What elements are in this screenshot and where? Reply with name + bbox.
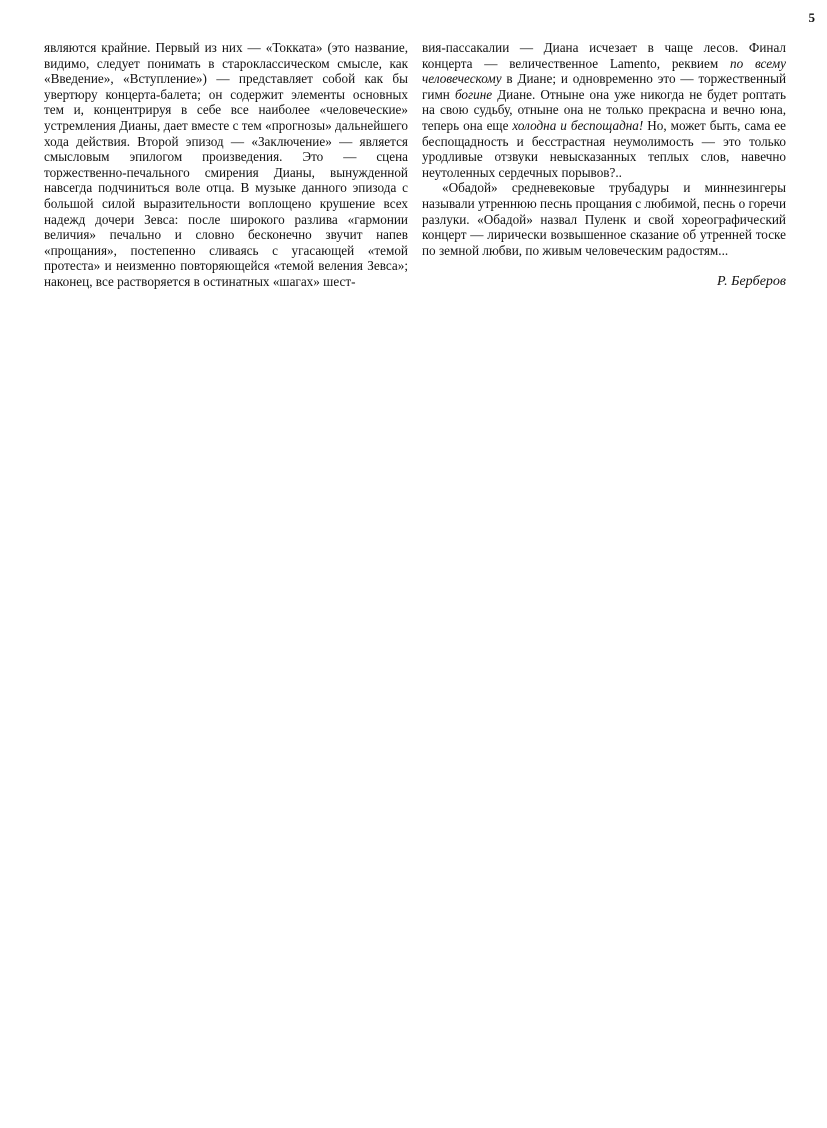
right-paragraph-2: «Обадой» средневековые трубадуры и миннезингеры называли утреннюю песнь прощания с любимой, песнь о горечи разлуки. «Обадой» назвал Пуленк и свой хореографический концерт — лирически возвышенное сказание об утренней тоске по земной любви, по живым человеческим радостям... [422, 180, 786, 258]
text-run: в Диане; и одновременно это — торжественный гимн [422, 71, 786, 102]
right-column [422, 40, 786, 290]
page-number: 5 [808, 10, 815, 25]
emphasis-text: богине [454, 86, 493, 102]
right-paragraph-1 [422, 40, 786, 180]
left-column [44, 40, 408, 290]
left-paragraph: являются крайние. Первый из них — «Токката» (это название, видимо, следует понимать в староклассическом смысле, как «Введение», «Вступление») — представляет собой как бы увертюру концерта-балета; он содержит элементы основных тем и, концентрируя в себе все наиболее «человеческие» устремления Дианы, дает вместе с тем «прогнозы» дальнейшего хода действия. Второй эпизод — «Заключение» — является смысловым эпилогом произведения. Это — сцена торжественно-печального смирения Дианы, вынужденной навсегда подчиниться воле отца. В музыке данного эпизода с большой силой выразительности воплощено крушение всех надежд дочери Зевса: после широкого разлива «гармонии величия» печально и словно бесконечно звучит напев «прощания», постепенно сливаясь с угасающей «темой протеста» и неизменно повторяющейся «темой веления Зевса»; наконец, все растворяется в остинатных «шагах» шест- [44, 40, 408, 289]
text-run: вия-пассакалии — Диана исчезает в чаще лесов. Финал концерта — величественное Lamento, реквием [422, 40, 786, 71]
emphasis-text: по всему человеческому [422, 55, 786, 87]
author-signature: Р. Берберов [717, 274, 786, 290]
text-run: Диане. Отныне она уже никогда не будет роптать на свою судьбу, отныне она не только прекрасна и вечно юна, теперь она еще [422, 86, 786, 133]
emphasis-text: холодна и беспощадна! [512, 117, 644, 133]
text-run: Но, может быть, сама ее беспощадность и бесстрастная неумолимость — это только уродливые отзвуки невысказанных теплых слов, навечно неутоленных сердечных порывов?.. [422, 117, 786, 180]
